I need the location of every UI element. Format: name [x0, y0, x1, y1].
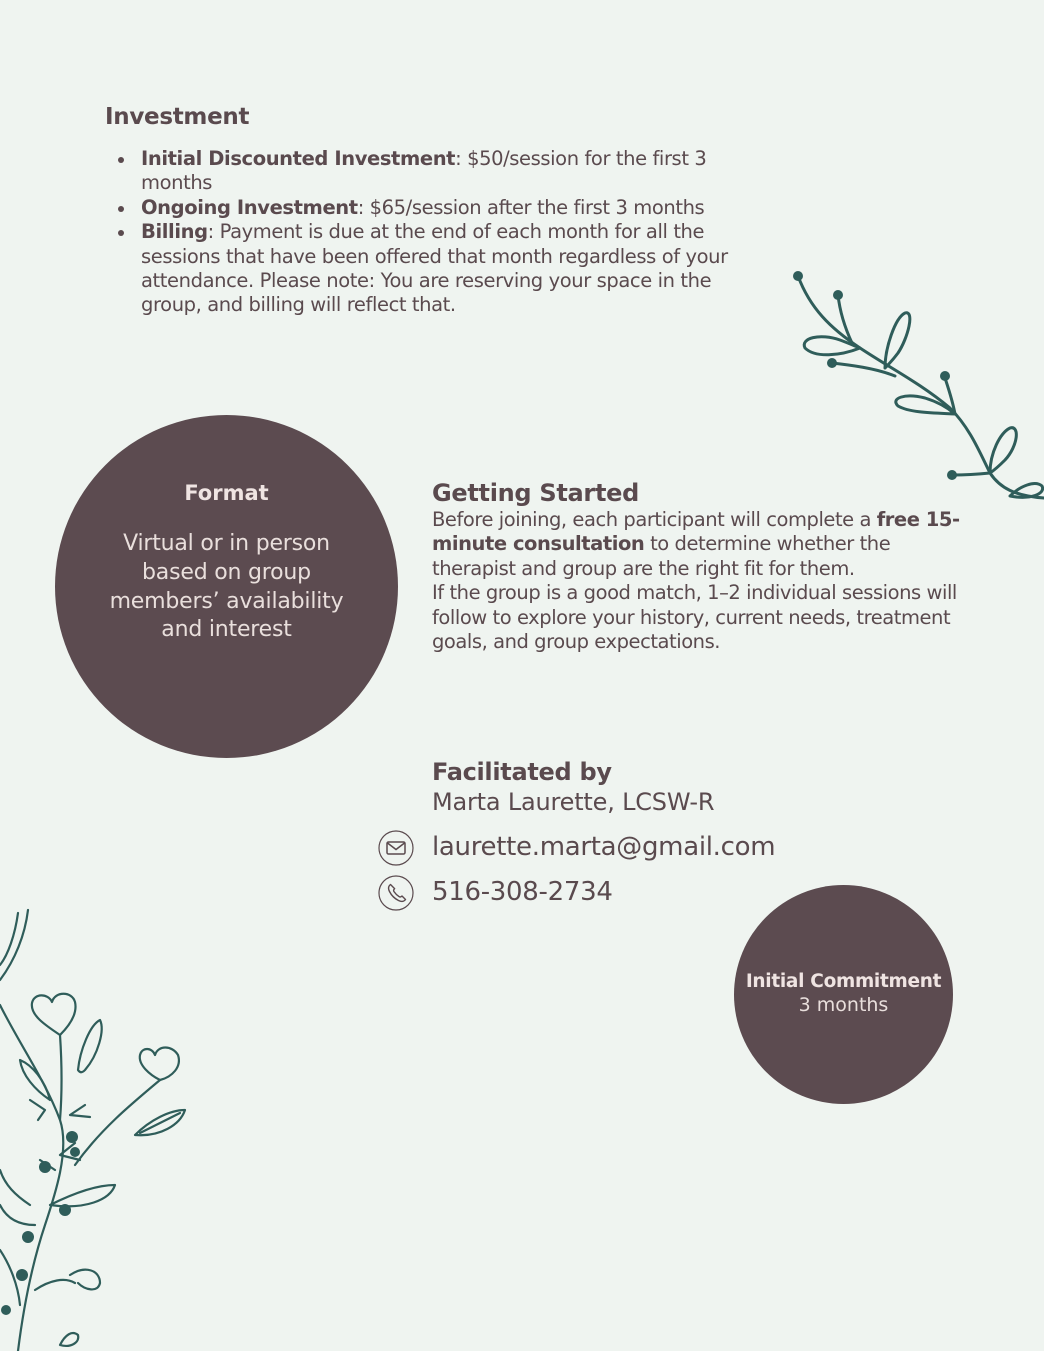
- list-item-billing: [114, 220, 764, 318]
- phone-number[interactable]: 516-308-2734: [432, 877, 613, 907]
- getting-started-paragraph-1: [432, 508, 962, 581]
- para-text: to determine whether the therapist and group are the right fit for them.: [432, 532, 891, 580]
- format-text: Virtual or in person based on group members’ availability and interest: [109, 531, 344, 643]
- list-item-initial-investment: [114, 147, 764, 196]
- item-label: Billing: [141, 220, 208, 244]
- commitment-title: Initial Commitment: [745, 971, 942, 992]
- investment-heading: Investment: [105, 104, 250, 130]
- item-text: : $65/session after the first 3 months: [357, 195, 705, 219]
- commitment-value: 3 months: [798, 994, 889, 1016]
- leaf-plant-bottom-left-icon: [0, 905, 195, 1351]
- item-text: : $50/session for the first 3 months: [141, 147, 707, 195]
- phone-contact[interactable]: [378, 875, 828, 915]
- para-text: Before joining, each participant will complete a: [432, 508, 877, 531]
- item-text: : Payment is due at the end of each month for all the sessions that have been offered that month regardless of your attendance. Please note: You are reserving your space in the group, and billing will reflect that.: [141, 220, 728, 317]
- format-circle: [55, 415, 398, 758]
- investment-list: [114, 147, 764, 318]
- email-contact[interactable]: [378, 830, 828, 870]
- item-label: Ongoing Investment: [141, 195, 358, 219]
- facilitator-heading: Facilitated by: [432, 758, 612, 786]
- leaf-branch-top-right-icon: [790, 268, 1044, 513]
- phone-icon: [378, 875, 414, 911]
- consultation-highlight: free 15-minute consultation: [432, 508, 960, 556]
- item-label: Initial Discounted Investment: [141, 147, 456, 170]
- facilitator-name: Marta Laurette, LCSW-R: [432, 788, 715, 816]
- envelope-icon: [378, 830, 414, 866]
- getting-started-heading: Getting Started: [432, 479, 639, 507]
- format-title: Format: [184, 481, 269, 505]
- getting-started-paragraph-2: If the group is a good match, 1–2 individual sessions will follow to explore your history, current needs, treatment goals, and group expectations.: [432, 581, 957, 654]
- email-address[interactable]: laurette.marta@gmail.com: [432, 832, 776, 862]
- list-item-ongoing-investment: [114, 196, 764, 220]
- facilitator-section: [432, 757, 932, 817]
- commitment-circle: [734, 885, 953, 1104]
